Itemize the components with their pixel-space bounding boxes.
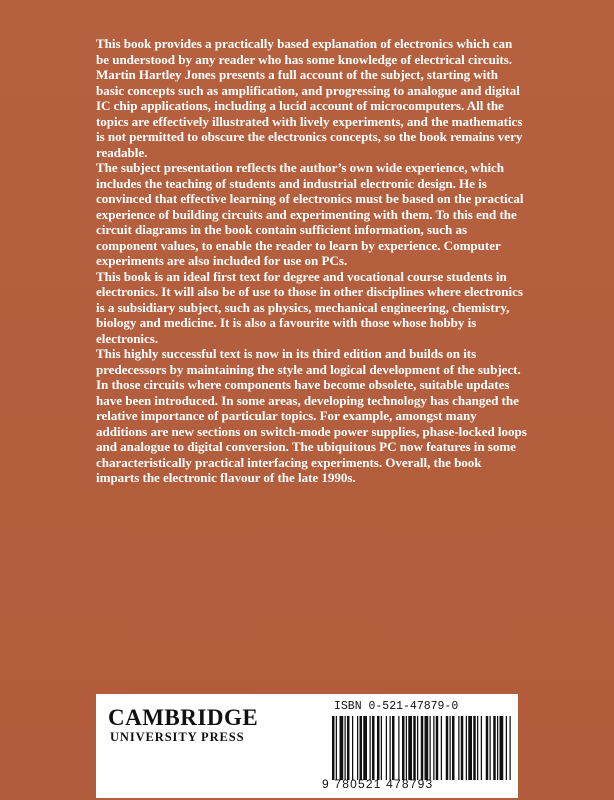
blurb-paragraph-2: The subject presentation reflects the author’s own wide experience, which includes the teaching of students and industrial electronic design. He is convinced that effective learning of electronics must be based on the practical experience of building circuits and experimenting with them. To this end the circuit diagrams in the book contain sufficient information, such as component values, to enable the reader to learn by experience. Computer experiments are also included for use on PCs.: [96, 160, 524, 268]
barcode-number: 9 780521 478793: [322, 777, 434, 791]
publisher-panel: [96, 694, 518, 798]
isbn-label: ISBN 0-521-47879-0: [334, 700, 459, 713]
barcode-icon: [332, 716, 512, 780]
blurb-paragraph-3: This book is an ideal first text for degree and vocational course students in electronics. It will also be of use to those in other disciplines where electronics is a subsidiary subject, such as physics, mechanical engineering, chemistry, biology and medicine. It is also a favourite with those whose hobby is electronics.: [96, 268, 523, 346]
publisher-logo: [108, 706, 258, 745]
blurb-paragraph-1: This book provides a practically based explanation of electronics which can be understood by any reader who has some knowledge of electrical circuits. Martin Hartley Jones presents a full account of the subject, starting with basic concepts such as amplification, and progressing to analogue and digital IC chip applications, including a lucid account of microcomputers. All the topics are effectively illustrated with lively experiments, and the mathematics is not permitted to obscure the electronics concepts, so the book remains very readable.: [96, 36, 523, 160]
publisher-subtitle: UNIVERSITY PRESS: [110, 730, 245, 744]
publisher-name: CAMBRIDGE: [108, 705, 259, 730]
cover-blurb: [96, 36, 528, 486]
blurb-paragraph-4: This highly successful text is now in its third edition and builds on its predecessors by maintaining the style and logical development of the subject. In those circuits where components have become obsolete, suitable updates have been introduced. In some areas, developing technology has changed the relative importance of particular topics. For example, amongst many additions are new sections on switch-mode power supplies, phase-locked loops and analogue to digital conversion. The ubiquitous PC now features in some characteristically practical interfacing experiments. Overall, the book imparts the electronic flavour of the late 1990s.: [96, 346, 527, 485]
